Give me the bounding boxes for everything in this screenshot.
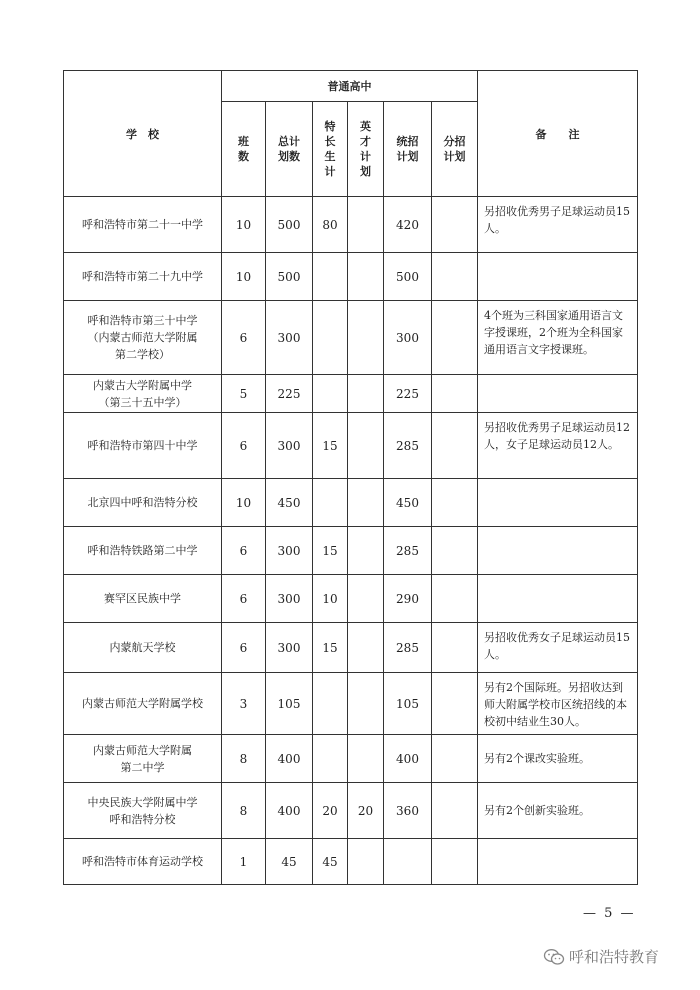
- header-unified: [384, 102, 432, 197]
- cell-classes: 6: [222, 575, 266, 623]
- cell-specialty: 20: [313, 783, 348, 839]
- cell-specialty: [313, 301, 348, 375]
- table-row: [64, 301, 638, 375]
- header-separate: [432, 102, 478, 197]
- cell-separate: [432, 735, 478, 783]
- cell-separate: [432, 301, 478, 375]
- cell-notes: [478, 527, 638, 575]
- cell-specialty: 15: [313, 623, 348, 673]
- header-col-label: 特 长 生 计: [324, 120, 336, 178]
- cell-separate: [432, 527, 478, 575]
- cell-notes: [478, 839, 638, 885]
- table-row: [64, 413, 638, 479]
- table-row: [64, 839, 638, 885]
- table-row: [64, 623, 638, 673]
- cell-talent: 20: [348, 783, 384, 839]
- header-classes: [222, 102, 266, 197]
- cell-talent: [348, 623, 384, 673]
- cell-total: 400: [266, 783, 313, 839]
- header-notes: 备 注: [478, 71, 638, 197]
- cell-separate: [432, 623, 478, 673]
- cell-talent: [348, 673, 384, 735]
- cell-total: 105: [266, 673, 313, 735]
- cell-talent: [348, 479, 384, 527]
- cell-notes: 另招收优秀女子足球运动员15人。: [478, 623, 638, 673]
- header-col-label: 班 数: [238, 135, 249, 163]
- cell-separate: [432, 253, 478, 301]
- cell-specialty: 15: [313, 413, 348, 479]
- school-name: 呼和浩特市第四十中学: [64, 413, 222, 479]
- school-name: 呼和浩特市第二十一中学: [64, 197, 222, 253]
- cell-unified: 300: [384, 301, 432, 375]
- cell-specialty: 10: [313, 575, 348, 623]
- cell-separate: [432, 197, 478, 253]
- cell-talent: [348, 413, 384, 479]
- cell-notes: [478, 479, 638, 527]
- cell-separate: [432, 783, 478, 839]
- cell-notes: 另有2个课改实验班。: [478, 735, 638, 783]
- cell-classes: 6: [222, 413, 266, 479]
- cell-separate: [432, 839, 478, 885]
- cell-specialty: 80: [313, 197, 348, 253]
- table-body: [64, 197, 638, 885]
- cell-specialty: [313, 479, 348, 527]
- cell-separate: [432, 375, 478, 413]
- cell-talent: [348, 301, 384, 375]
- school-name: 呼和浩特市第二十九中学: [64, 253, 222, 301]
- cell-unified: [384, 839, 432, 885]
- cell-notes: 另有2个国际班。另招收达到师大附属学校市区统招线的本校初中结业生30人。: [478, 673, 638, 735]
- table-row: [64, 673, 638, 735]
- wechat-icon: [543, 948, 565, 966]
- cell-total: 225: [266, 375, 313, 413]
- cell-classes: 10: [222, 479, 266, 527]
- cell-total: 450: [266, 479, 313, 527]
- cell-total: 400: [266, 735, 313, 783]
- cell-unified: 400: [384, 735, 432, 783]
- header-talent: [348, 102, 384, 197]
- cell-classes: 6: [222, 301, 266, 375]
- cell-classes: 6: [222, 527, 266, 575]
- cell-unified: 500: [384, 253, 432, 301]
- school-name: 内蒙古师范大学附属 第二中学: [64, 735, 222, 783]
- cell-specialty: 45: [313, 839, 348, 885]
- header-total: [266, 102, 313, 197]
- cell-talent: [348, 575, 384, 623]
- table-row: [64, 527, 638, 575]
- school-name: 呼和浩特市体育运动学校: [64, 839, 222, 885]
- header-specialty: [313, 102, 348, 197]
- cell-notes: 另有2个创新实验班。: [478, 783, 638, 839]
- cell-specialty: [313, 253, 348, 301]
- cell-separate: [432, 575, 478, 623]
- cell-classes: 3: [222, 673, 266, 735]
- cell-classes: 1: [222, 839, 266, 885]
- cell-total: 500: [266, 197, 313, 253]
- table-row: [64, 479, 638, 527]
- cell-talent: [348, 735, 384, 783]
- cell-unified: 285: [384, 527, 432, 575]
- school-name: 内蒙航天学校: [64, 623, 222, 673]
- cell-notes: [478, 253, 638, 301]
- cell-specialty: [313, 735, 348, 783]
- table-row: [64, 197, 638, 253]
- header-group: 普通高中: [222, 71, 478, 102]
- page-number: — 5 —: [583, 906, 636, 921]
- cell-total: 300: [266, 413, 313, 479]
- cell-total: 45: [266, 839, 313, 885]
- cell-unified: 225: [384, 375, 432, 413]
- cell-notes: 另招收优秀男子足球运动员15人。: [478, 197, 638, 253]
- cell-separate: [432, 413, 478, 479]
- cell-total: 300: [266, 527, 313, 575]
- cell-separate: [432, 673, 478, 735]
- cell-specialty: 15: [313, 527, 348, 575]
- cell-talent: [348, 375, 384, 413]
- table-row: [64, 783, 638, 839]
- school-name: 北京四中呼和浩特分校: [64, 479, 222, 527]
- school-name: 内蒙古师范大学附属学校: [64, 673, 222, 735]
- cell-notes: [478, 375, 638, 413]
- cell-unified: 285: [384, 623, 432, 673]
- header-col-label: 总计 划数: [278, 135, 300, 163]
- cell-unified: 360: [384, 783, 432, 839]
- cell-unified: 105: [384, 673, 432, 735]
- school-name: 内蒙古大学附属中学 （第三十五中学）: [64, 375, 222, 413]
- cell-talent: [348, 253, 384, 301]
- cell-total: 300: [266, 623, 313, 673]
- cell-notes: [478, 575, 638, 623]
- cell-total: 500: [266, 253, 313, 301]
- school-name: 中央民族大学附属中学 呼和浩特分校: [64, 783, 222, 839]
- enrollment-plan-table: [63, 70, 638, 885]
- watermark: [543, 946, 659, 967]
- cell-unified: 420: [384, 197, 432, 253]
- header-col-label: 英 才 计 划: [360, 120, 371, 178]
- table-row: [64, 735, 638, 783]
- watermark-text: 呼和浩特教育: [569, 948, 660, 966]
- cell-specialty: [313, 673, 348, 735]
- cell-classes: 8: [222, 783, 266, 839]
- cell-classes: 6: [222, 623, 266, 673]
- cell-classes: 5: [222, 375, 266, 413]
- cell-classes: 10: [222, 197, 266, 253]
- cell-talent: [348, 839, 384, 885]
- table-row: [64, 253, 638, 301]
- table-row: [64, 375, 638, 413]
- header-col-label: 统招 计划: [396, 135, 419, 163]
- school-name: 赛罕区民族中学: [64, 575, 222, 623]
- cell-specialty: [313, 375, 348, 413]
- cell-talent: [348, 527, 384, 575]
- cell-talent: [348, 197, 384, 253]
- cell-unified: 285: [384, 413, 432, 479]
- cell-classes: 10: [222, 253, 266, 301]
- cell-separate: [432, 479, 478, 527]
- cell-notes: 4个班为三科国家通用语言文字授课班，2个班为全科国家通用语言文字授课班。: [478, 301, 638, 375]
- cell-classes: 8: [222, 735, 266, 783]
- school-name: 呼和浩特市第三十中学 （内蒙古师范大学附属 第二学校）: [64, 301, 222, 375]
- table-row: [64, 575, 638, 623]
- cell-unified: 290: [384, 575, 432, 623]
- header-school: 学 校: [64, 71, 222, 197]
- cell-total: 300: [266, 301, 313, 375]
- cell-notes: 另招收优秀男子足球运动员12人，女子足球运动员12人。: [478, 413, 638, 479]
- cell-total: 300: [266, 575, 313, 623]
- header-col-label: 分招 计划: [443, 135, 466, 163]
- cell-unified: 450: [384, 479, 432, 527]
- school-name: 呼和浩特铁路第二中学: [64, 527, 222, 575]
